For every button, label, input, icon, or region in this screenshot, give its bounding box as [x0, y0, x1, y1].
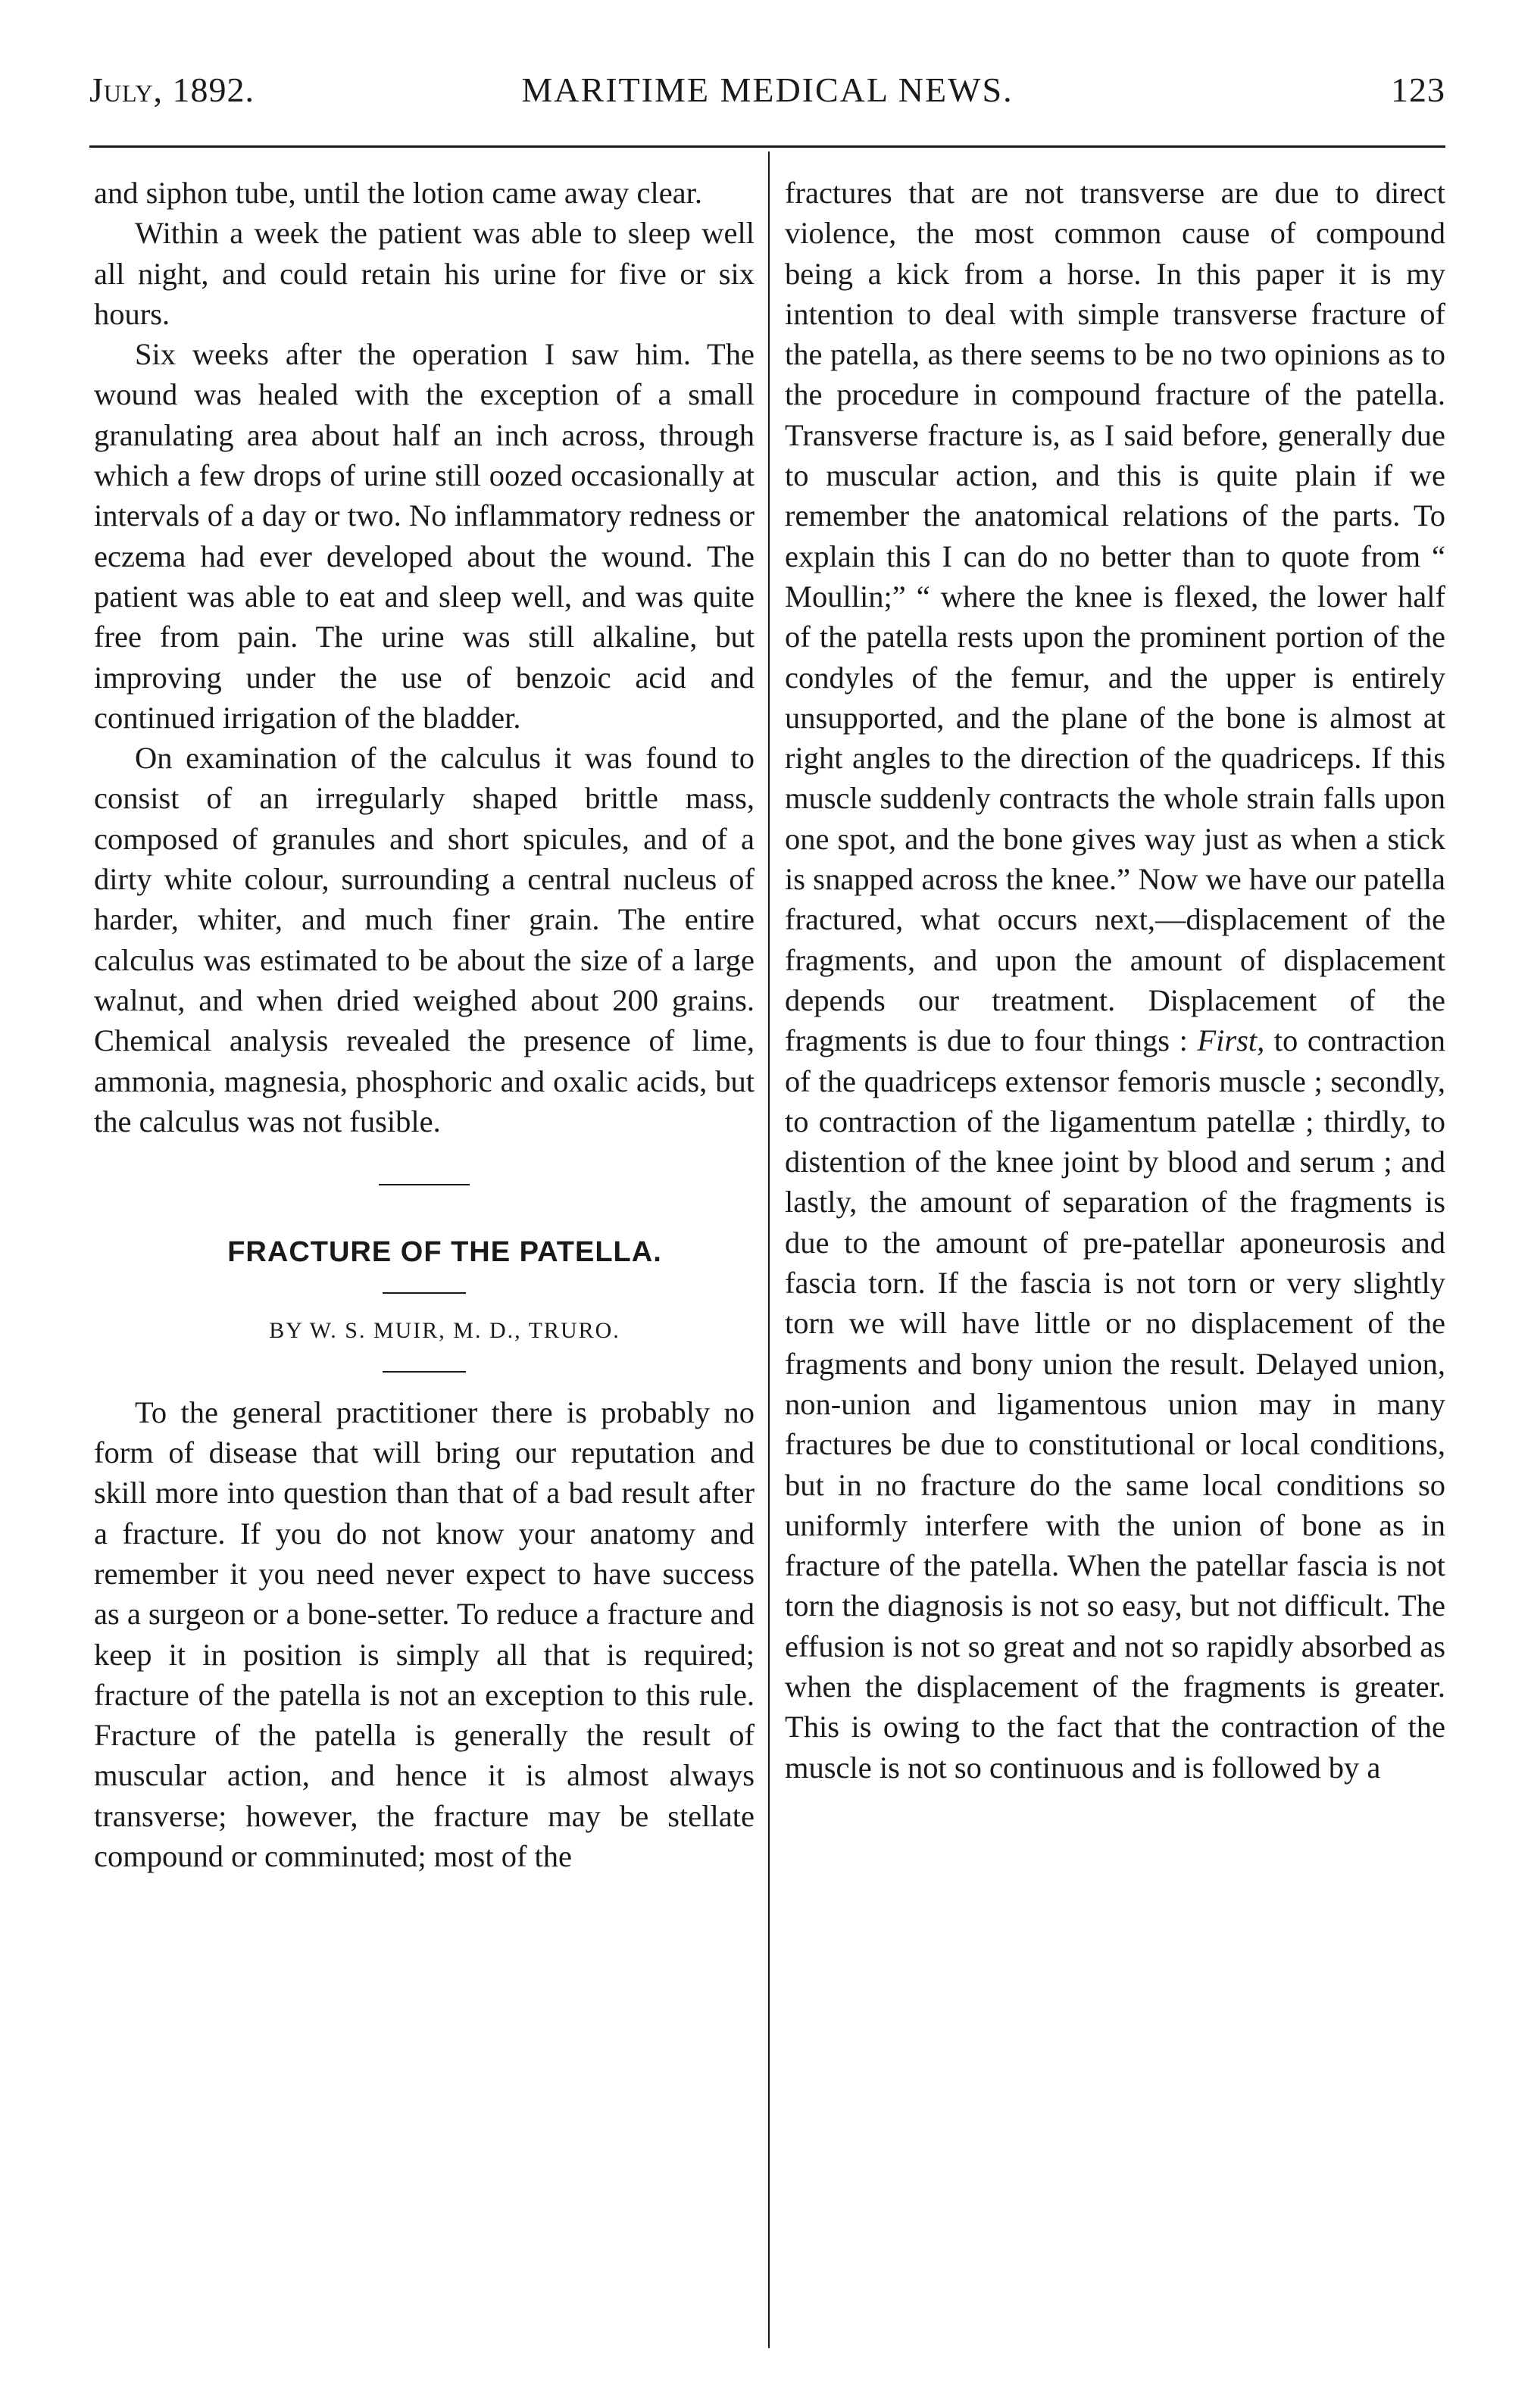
header-journal-title: MARITIME MEDICAL NEWS. — [521, 70, 1014, 109]
article-title: FRACTURE OF THE PATELLA. — [227, 1236, 662, 1269]
left-column — [94, 173, 755, 1876]
header-date: July, 1892. — [89, 70, 255, 109]
right-para-1b: to contraction of the quadriceps extensor femoris muscle ; secondly, to contraction of the ligamentum patellæ ; thirdly, to distention of the knee joint by blood and serum ; and lastly, the amount of separation of the fragments is due to the amount of pre-patellar aponeurosis and fascia torn. If the fascia is not torn or very slightly torn we will have little or no displacement of the fragments and bony union the result. Delayed union, non-union and ligamentous union may in many fractures be due to constitutional or local conditions, but in no fracture do the same local conditions so uniformly interfere with the union of bone as in fracture of the patella. When the patellar fascia is not torn the diagnosis is not so easy, but not difficult. The effusion is not so great and not so rapidly absorbed as when the displacement of the fragments is greater. This is owing to the fact that the contraction of the muscle is not so continuous and is followed by a — [785, 1023, 1445, 1785]
header-page-number: 123 — [1391, 70, 1445, 109]
left-para-5: To the general practitioner there is probably no form of disease that will bring our reputation and skill more into question than that of a bad result after a fracture. If you do not know your anatomy and remember it you need never expect to have success as a surgeon or a bone-setter. To reduce a fracture and keep it in position is simply all that is required; fracture of the patella is not an exception to this rule. Fracture of the patella is generally the result of muscular action, and hence it is almost always transverse; however, the fracture may be stellate compound or comminuted; most of the — [94, 1395, 755, 1873]
column-divider — [768, 151, 770, 2348]
right-column — [785, 173, 1445, 1788]
left-para-2: Within a week the patient was able to sleep well all night, and could retain his urine for five or six hours. — [94, 216, 755, 331]
right-para-1a: fractures that are not transverse are due to direct violence, the most common cause of compound being a kick from a horse. In this paper it is my intention to deal with simple transverse fracture of the patella, as there seems to be no two opinions as to the procedure in compound fracture of the patella. Transverse fracture is, as I said before, generally due to muscular action, and this is quite plain if we remember the anatomical relations of the parts. To explain this I can do no better than to quote from “ Moullin;” “ where the knee is flexed, the lower half of the patella rests upon the prominent portion of the condyles of the femur, and the upper is entirely unsupported, and the plane of the bone is almost at right angles to the direction of the quadriceps. If this muscle suddenly contracts the whole strain falls upon one spot, and the bone gives way just as when a stick is snapped across the knee.” Now we have our patella fractured, what occurs next,—displacement of the fragments, and upon the amount of displacement depends our treatment. Displacement of the fragments is due to four things : — [785, 176, 1445, 1058]
first-emphasis: First, — [1197, 1023, 1265, 1058]
left-para-3: Six weeks after the operation I saw him. The wound was healed with the exception of a small granulating area about half an inch across, through which a few drops of urine still oozed occasionally at intervals of a day or two. No inflammatory redness or eczema had ever developed about the wound. The patient was able to eat and sleep well, and was quite free from pain. The urine was still alkaline, but improving under the use of benzoic acid and continued irrigation of the bladder. — [94, 337, 755, 735]
article-byline: BY W. S. MUIR, M. D., TRURO. — [269, 1318, 620, 1344]
header-rule — [89, 145, 1445, 148]
left-para-1: and siphon tube, until the lotion came away clear. — [94, 176, 703, 210]
left-para-4: On examination of the calculus it was found to consist of an irregularly shaped brittle mass, composed of granules and short spicules, and of a dirty white colour, surrounding a central nucleus of harder, whiter, and much finer grain. The entire calculus was estimated to be about the size of a large walnut, and when dried weighed about 200 grains. Chemical analysis revealed the presence of lime, ammonia, magnesia, phosphoric and oxalic acids, but the calculus was not fusible. — [94, 741, 755, 1138]
running-header — [89, 70, 1445, 115]
right-para-1 — [785, 173, 1445, 1788]
